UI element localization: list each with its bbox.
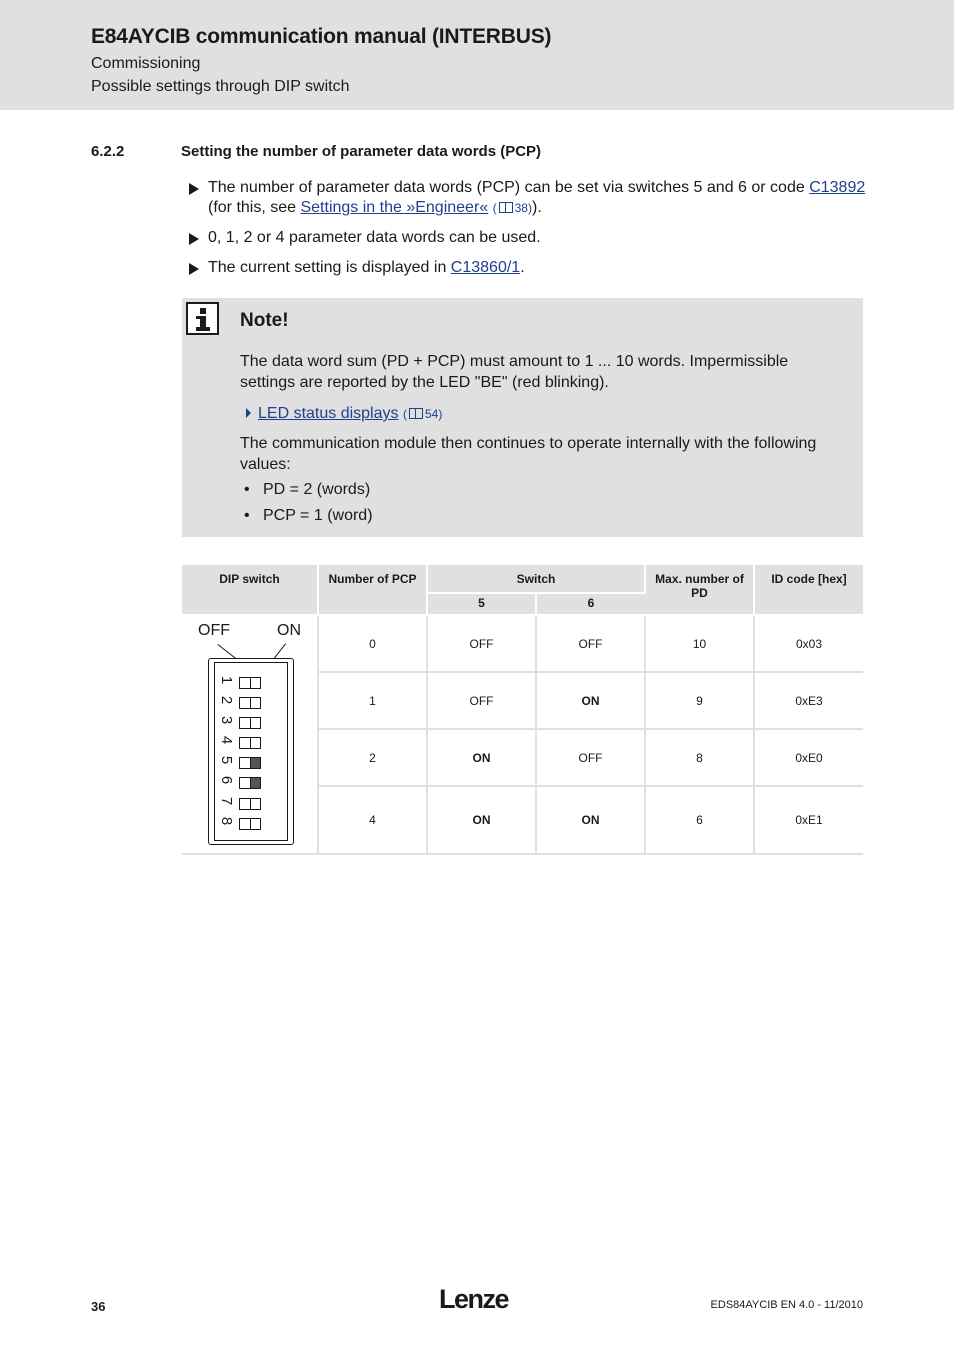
settings-engineer-link[interactable]: Settings in the »Engineer« [300, 199, 489, 216]
cell-pcp: 0 [318, 615, 427, 672]
table-row [182, 615, 863, 672]
link-arrow-icon [246, 408, 251, 418]
note-body [240, 351, 840, 529]
dip-switch-graphic [182, 616, 316, 852]
bullet-item-word-count: 0, 1, 2 or 4 parameter data words can be used. [187, 228, 867, 248]
switch-knob-on [251, 778, 260, 788]
cell-id-code: 0xE0 [754, 729, 863, 786]
cell-switch-6: ON [536, 672, 645, 729]
dip-on-label: ON [277, 622, 301, 639]
cell-switch-5: ON [427, 729, 536, 786]
cell-pcp: 2 [318, 729, 427, 786]
dip-off-label: OFF [198, 622, 230, 639]
pcp-settings-table [182, 565, 863, 855]
document-title: E84AYCIB communication manual (INTERBUS) [91, 25, 552, 48]
code-c13892-link[interactable]: C13892 [809, 179, 866, 196]
bullet-arrow-icon [189, 183, 199, 195]
dip-switch-body [214, 662, 288, 841]
cell-pcp: 1 [318, 672, 427, 729]
list-item: • PCP = 1 (word) [240, 503, 840, 529]
switch-slot-icon [239, 737, 261, 749]
cell-switch-5: OFF [427, 615, 536, 672]
dip-switch-3[interactable]: 3 [215, 711, 289, 731]
header-max-pd: Max. number of PD [645, 565, 754, 615]
book-icon [499, 202, 513, 213]
note-title: Note! [240, 310, 289, 331]
page-reference[interactable]: ( 38) [492, 201, 532, 215]
switch-slot-icon [239, 818, 261, 830]
note-paragraph: The data word sum (PD + PCP) must amount to 1 ... 10 words. Impermissible settings are reported by the LED "BE" (red blinking). [240, 353, 789, 391]
switch-knob-on [251, 758, 260, 768]
page-header [0, 0, 954, 110]
cell-switch-6: OFF [536, 729, 645, 786]
cell-id-code: 0xE1 [754, 786, 863, 854]
cell-max-pd: 10 [645, 615, 754, 672]
cell-switch-6: OFF [536, 615, 645, 672]
cell-pcp: 4 [318, 786, 427, 854]
cell-max-pd: 6 [645, 786, 754, 854]
switch-slot-icon [239, 717, 261, 729]
dip-switch-2[interactable]: 2 [215, 691, 289, 711]
list-item: • PD = 2 (words) [240, 477, 840, 503]
page-number: 36 [91, 1299, 106, 1314]
header-dip-switch: DIP switch [182, 565, 318, 615]
dip-switch-1[interactable]: 1 [215, 671, 289, 691]
header-switch-6: 6 [536, 593, 645, 615]
switch-slot-icon [239, 777, 261, 789]
dip-switch-4[interactable]: 4 [215, 731, 289, 751]
breadcrumb-chapter: Commissioning [91, 55, 201, 72]
dip-switch-8[interactable]: 8 [215, 812, 289, 832]
header-switch: Switch [427, 565, 645, 593]
header-id-code: ID code [hex] [754, 565, 863, 615]
book-icon [409, 408, 423, 419]
switch-slot-icon [239, 697, 261, 709]
switch-slot-icon [239, 798, 261, 810]
header-number-of-pcp: Number of PCP [318, 565, 427, 615]
header-switch-5: 5 [427, 593, 536, 615]
cell-max-pd: 8 [645, 729, 754, 786]
code-c13860-link[interactable]: C13860/1 [450, 259, 521, 276]
note-box [182, 298, 863, 537]
led-status-displays-link[interactable]: LED status displays [258, 405, 399, 422]
cell-id-code: 0x03 [754, 615, 863, 672]
cell-max-pd: 9 [645, 672, 754, 729]
note-paragraph: The communication module then continues to operate internally with the following values: [240, 435, 817, 473]
dip-switch-6[interactable]: 6 [215, 771, 289, 791]
bullet-item-current-setting: The current setting is displayed in C13860/1. [187, 258, 867, 278]
note-values-list [240, 477, 840, 529]
page-reference[interactable]: ( 54) [402, 407, 443, 421]
dip-switch-7[interactable]: 7 [215, 792, 289, 812]
bullet-arrow-icon [189, 233, 199, 245]
led-status-link-row [240, 403, 840, 425]
dip-switch-housing [208, 658, 294, 845]
dip-switch-5[interactable]: 5 [215, 751, 289, 771]
section-number: 6.2.2 [91, 143, 125, 160]
bullet-list [187, 178, 867, 288]
bullet-item-pcp-setting: The number of parameter data words (PCP) can be set via switches 5 and 6 or code C13892 (for this, see Settings in the »Engineer« ( 38)). [187, 178, 867, 218]
switch-slot-icon [239, 757, 261, 769]
bullet-arrow-icon [189, 263, 199, 275]
cell-switch-5: OFF [427, 672, 536, 729]
cell-switch-6: ON [536, 786, 645, 854]
cell-switch-5: ON [427, 786, 536, 854]
breadcrumb-section: Possible settings through DIP switch [91, 78, 350, 95]
lenze-logo: Lenze [439, 1284, 509, 1314]
info-icon [186, 302, 219, 335]
section-title: Setting the number of parameter data words (PCP) [181, 143, 542, 160]
cell-id-code: 0xE3 [754, 672, 863, 729]
dip-switch-graphic-cell [182, 615, 318, 854]
document-reference: EDS84AYCIB EN 4.0 - 11/2010 [710, 1299, 863, 1311]
switch-slot-icon [239, 677, 261, 689]
